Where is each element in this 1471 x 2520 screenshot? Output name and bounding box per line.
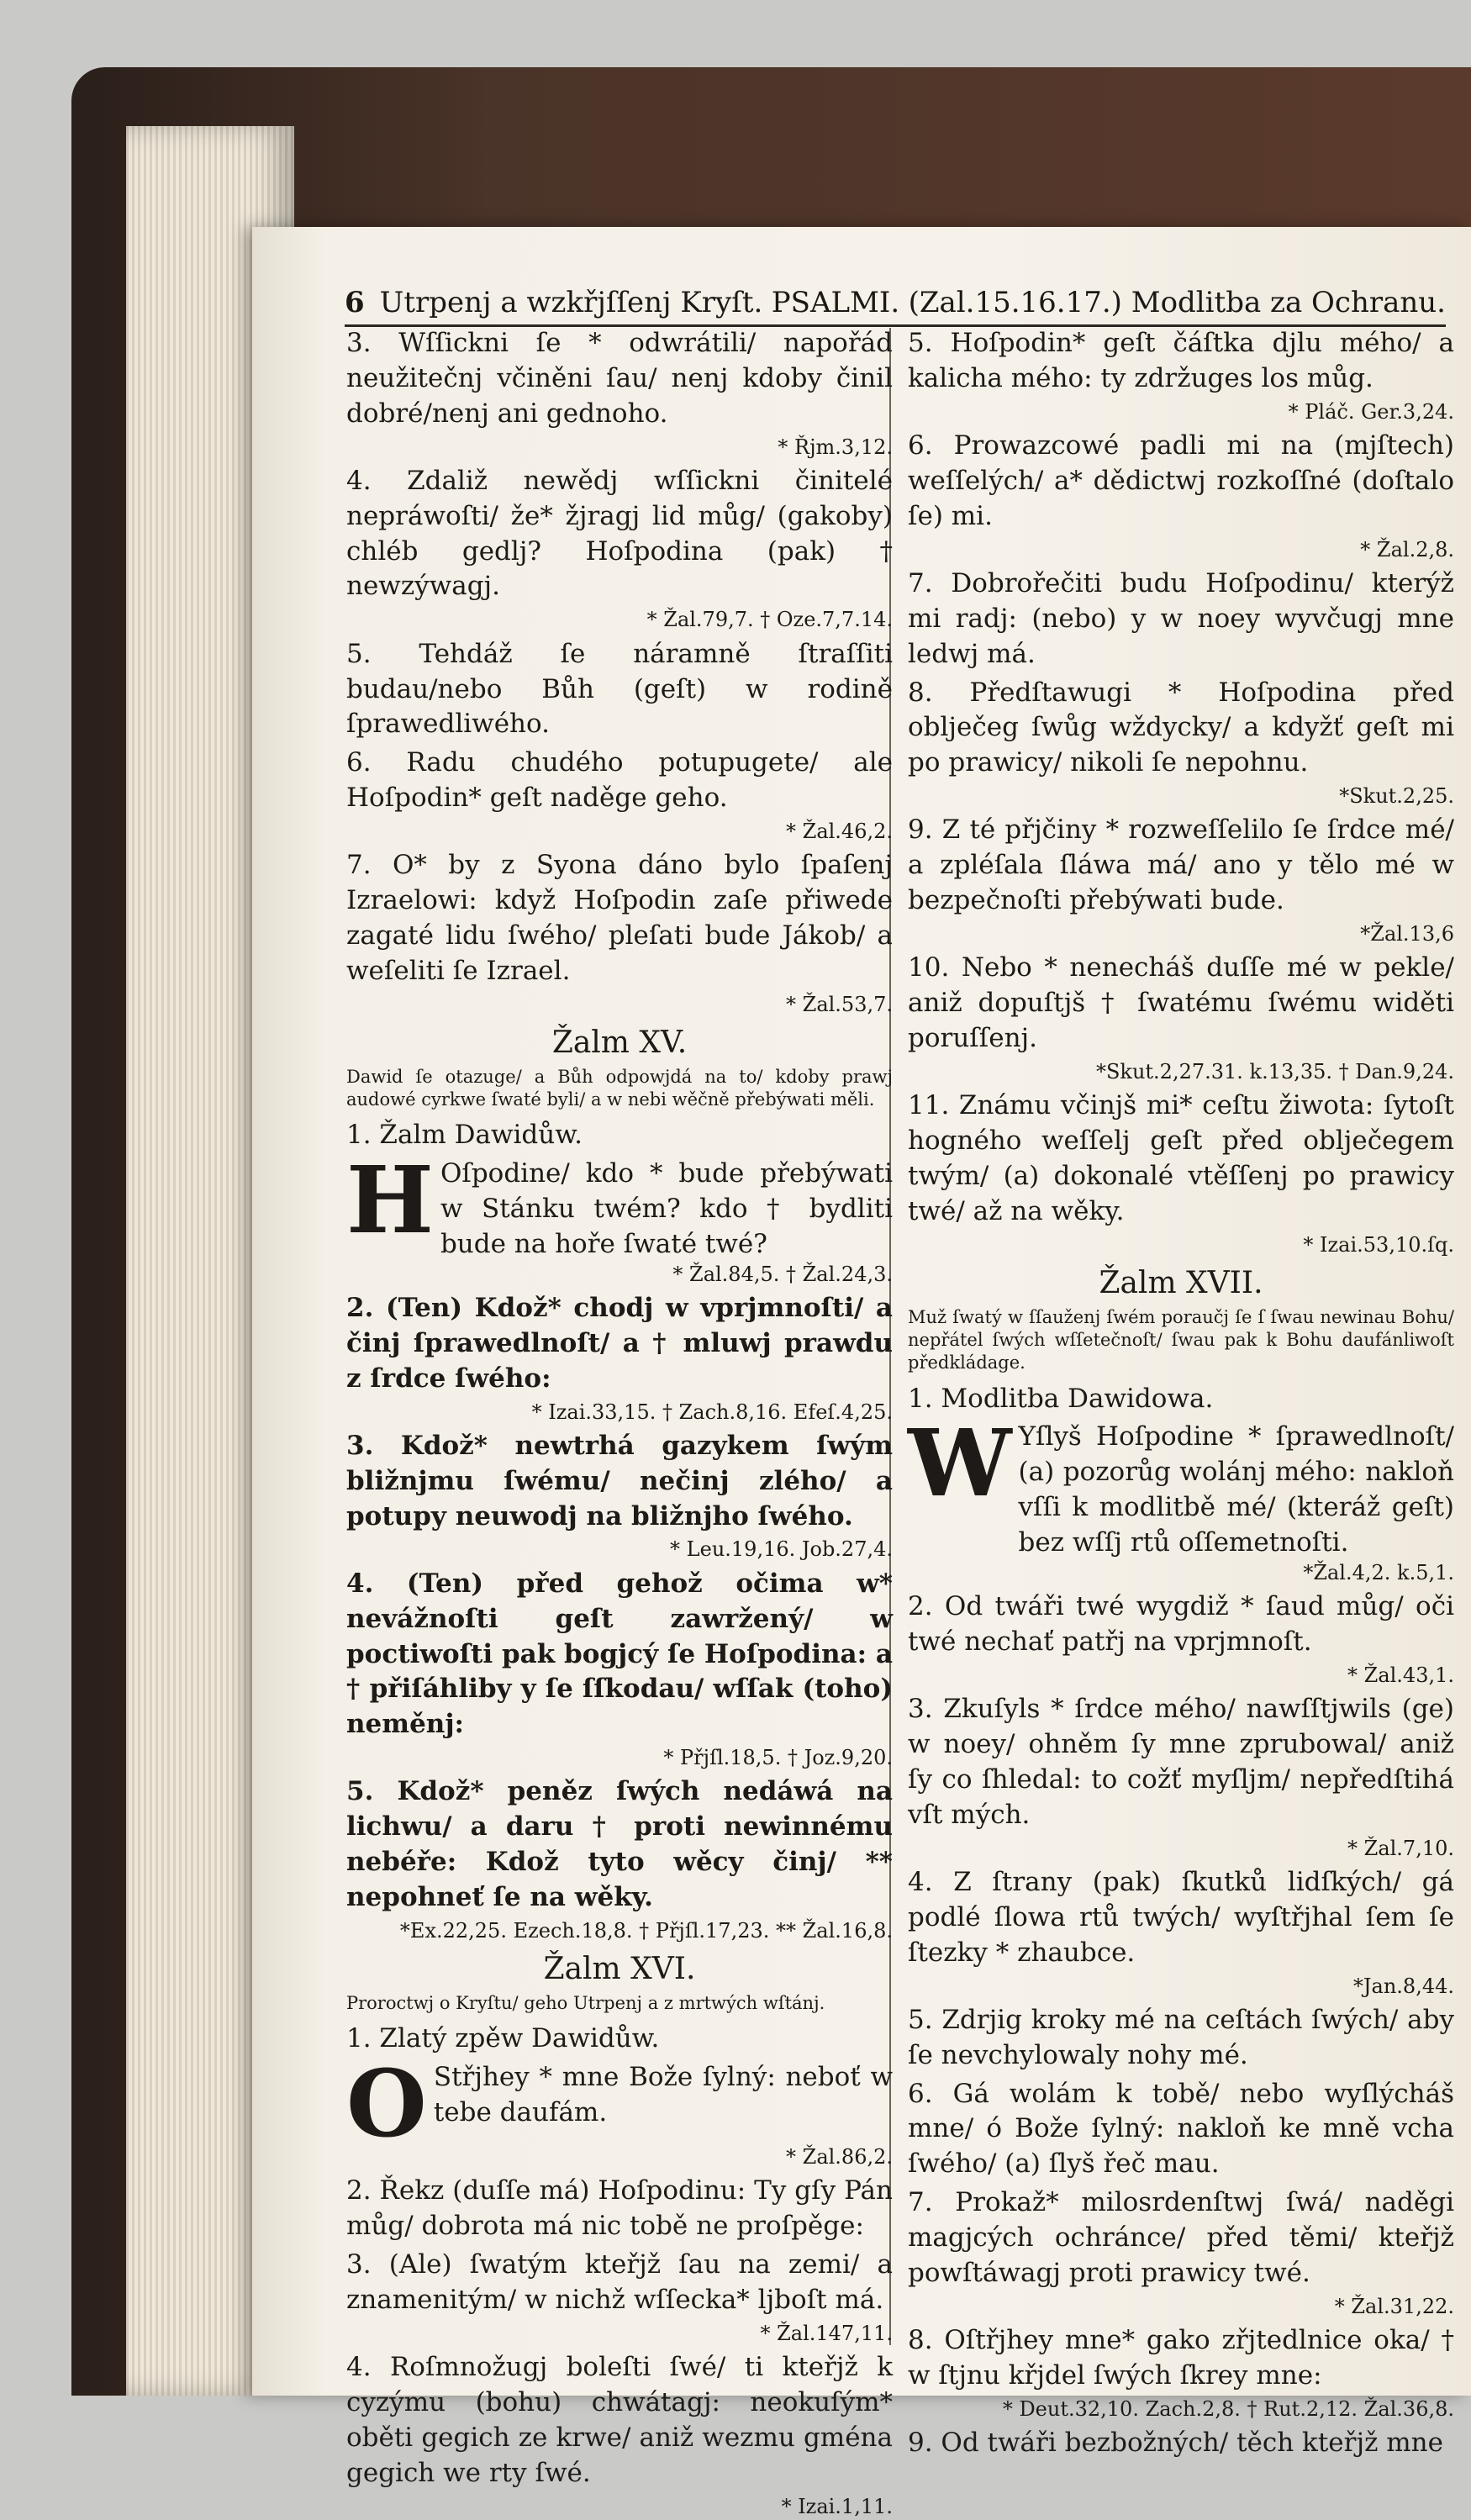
verse: 4. (Ten) před gehož očima w* nevážnoſti geſt zawržený/ w poctiwoſti pak bogjcý ſe Hoſpodina: a † přiſáhliby y ſe ſſkodau/ wſſak (toho) neměnj:: [346, 1568, 893, 1740]
verse: Střjhey * mne Bože ſylný: neboť w tebe daufám.: [433, 2061, 893, 2127]
verse: 3. Kdož* newtrhá gazykem ſwým bližnjmu ſwému/ nečinj zlého/ a potupy neuwodj na bližnjho ſwého.: [346, 1430, 893, 1532]
psalm-inscription: 1. Žalm Dawidůw.: [346, 1120, 583, 1151]
opening-verse: [346, 1146, 893, 1263]
cross-reference: * Žal.147,11.: [760, 2321, 893, 2345]
verse: 7. O* by z Syona dáno bylo ſpaſenj Izraelowi: když Hoſpodin zaſe přiwede zagaté lidu ſwého/ pleſati bude Jákob/ a weſeliti ſe Izrael.: [346, 850, 893, 986]
cross-reference: * Žal.46,2.: [786, 819, 893, 843]
cross-reference: *Skut.2,25.: [1339, 784, 1454, 809]
verse: 9. Z té přjčiny * rozweſſelilo ſe ſrdce mé/ a zpléſala ſláwa má/ ano y tělo mé w bezpečnoſti přebýwati bude.: [908, 815, 1454, 916]
verse: 3. (Ale) ſwatým kteřjž ſau na zemi/ a znamenitým/ w nichž wſſecka* ljboſt má.: [346, 2249, 893, 2315]
cross-reference: * Přjſl.18,5. † Joz.9,20.: [663, 1746, 893, 1770]
cross-reference: * Řjm.3,12.: [778, 435, 893, 459]
cross-reference: * Žal.79,7. † Oze.7,7.14.: [646, 608, 893, 632]
cross-reference: * Žal.43,1.: [1347, 1663, 1454, 1687]
right-column: [908, 326, 1454, 2459]
verse-block: [346, 326, 893, 1018]
cross-reference: * Izai.1,11.: [781, 2494, 893, 2518]
psalm-summary: Muž ſwatý w ſſauženj ſwém poraučj ſe ſ ſwau newinau Bohu/ nepřátel ſwých wſſetečnoſt/ ſwau pak k Bohu daufánliwoſt předkládage.: [908, 1306, 1454, 1373]
verse: 8. Oſtřjhey mne* gako zřjtedlnice oka/ † w ſtjnu křjdel ſwých ſkrey mne:: [908, 2325, 1454, 2391]
cross-reference: * Deut.32,10. Zach.2,8. † Rut.2,12. Žal.36,8.: [1002, 2396, 1454, 2421]
verse: Yſlyš Hoſpodine * ſprawedlnoſt/ (a) pozorůg wolánj mého: nakloň vſſi k modlitbě mé/ (kteráž geſt) bez wſſj rtů oſſemetnoſti.: [1018, 1421, 1454, 1558]
psalm-title: Žalm XVII.: [1099, 1266, 1263, 1301]
psalm-summary: Dawid ſe otazuge/ a Bůh odpowjdá na to/ kdoby prawj audowé cyrkwe ſwaté byli/ a w nebi wěčně přebýwati měli.: [346, 1066, 893, 1110]
cross-reference: *Skut.2,27.31. k.13,35. † Dan.9,24.: [1095, 1059, 1454, 1083]
drop-cap: H: [346, 1146, 434, 1255]
page-number: 6: [345, 286, 365, 319]
cross-reference: * Žal.86,2.: [786, 2144, 893, 2169]
opening-verse: [908, 1409, 1454, 1560]
cross-reference: * Leu.19,16. Job.27,4.: [670, 1537, 893, 1562]
verse: 11. Známu včinjš mi* ceſtu žiwota: ſytoſt hogného weſſelj geſt před oblječegem twým/ (a) dokonalé vtěſſenj po prawicy twé/ až na wěky.: [908, 1090, 1454, 1226]
verse: Oſpodine/ kdo * bude přebýwati w Stánku twém? kdo † bydliti bude na hoře ſwaté twé?: [440, 1158, 893, 1259]
cross-reference: * Izai.33,15. † Zach.8,16. Efeſ.4,25.: [531, 1400, 893, 1424]
left-column: [346, 326, 893, 2518]
cross-reference: *Jan.8,44.: [1352, 1974, 1454, 1998]
cross-reference: *Žal.13,6: [1360, 921, 1454, 946]
drop-cap: W: [908, 1409, 1012, 1518]
verse: 4. Roſmnožugj boleſti ſwé/ ti kteřjž k cyzýmu (bohu) chwátagj: neokuſým* oběti gegich ze krwe/ aniž wezmu gména gegich we rty ſwé.: [346, 2352, 893, 2488]
verse: 10. Nebo * nenecháš duſſe mé w pekle/ aniž dopuſtjš † ſwatému ſwému widěti poruſſenj.: [908, 952, 1454, 1054]
psalm-inscription: 1. Modlitba Dawidowa.: [908, 1383, 1214, 1414]
psalm-summary: Proroctwj o Kryſtu/ geho Utrpenj a z mrtwých wſtánj.: [346, 1992, 825, 2013]
verse: 9. Od twáři bezbožných/ těch kteřjž mne: [908, 2428, 1443, 2459]
verse: 4. Zdaliž newědj wſſickni činitelé nepráwoſti/ že* žjragj lid můg/ (gakoby) chléb gedlj? Hoſpodina (pak) † newzýwagj.: [346, 465, 893, 602]
cross-reference: * Žal.7,10.: [1347, 1836, 1454, 1860]
cross-reference: *Ex.22,25. Ezech.18,8. † Přjſl.17,23. ** Žal.16,8.: [399, 1918, 893, 1943]
verse: 3. Wſſickni ſe * odwrátili/ napořád neužitečnj včiněni ſau/ nenj kdoby činil dobré/nenj ani gednoho.: [346, 328, 893, 429]
verse: 6. Prowazcowé padli mi na (mjſtech) weſſelých/ a* dědictwj rozkoſſné (doſtalo ſe) mi.: [908, 430, 1454, 531]
cross-reference: * Pláč. Ger.3,24.: [1288, 399, 1454, 424]
verse: 5. Hoſpodin* geſt čáſtka djlu mého/ a kalicha mého: ty zdržuges los můg.: [908, 328, 1454, 393]
verse: 5. Kdož* peněz ſwých nedáwá na lichwu/ a daru † proti newinnému nebéře: Kdož tyto wěcy činj/ ** nepohneť ſe na wěky.: [346, 1776, 893, 1912]
verse: 2. Od twáři twé wygdiž * ſaud můg/ oči twé nechať patřj na vprjmnoſt.: [908, 1591, 1454, 1657]
psalm-inscription: 1. Zlatý zpěw Dawidůw.: [346, 2023, 660, 2054]
psalm-title: Žalm XVI.: [543, 1952, 696, 1987]
book-page: [252, 227, 1471, 2518]
header-left: [345, 286, 762, 319]
verse: 5. Zdrjig kroky mé na ceſtách ſwých/ aby ſe nevchylowaly nohy mé.: [908, 2004, 1454, 2070]
drop-cap: O: [346, 2048, 427, 2158]
verse: 6. Radu chudého potupugete/ ale Hoſpodin* geſt naděge geho.: [346, 747, 893, 814]
cross-reference: * Žal.84,5. † Žal.24,3.: [672, 1262, 893, 1286]
verse: 5. Tehdáž ſe náramně ſtraſſiti budau/nebo Bůh (geſt) w rodině ſprawedliwého.: [346, 638, 893, 740]
verse: 2. Řekz (duſſe má) Hoſpodinu: Ty gſy Pán můg/ dobrota má nic tobě ne proſpěge:: [346, 2175, 893, 2242]
verse: 4. Z ſtrany (pak) ſkutků lidſkých/ gá podlé ſlowa rtů twých/ wyſtřjhal ſem ſe ſtezky * zhaubce.: [908, 1867, 1454, 1968]
header-section: PSALMI.: [771, 286, 900, 319]
cross-reference: *Žal.4,2. k.5,1.: [1303, 1560, 1454, 1584]
verse: 7. Prokaž* milosrdenſtwj ſwá/ naděgi magjcých ochránce/ před těmi/ kteřjž powſtáwagj proti prawicy twé.: [908, 2187, 1454, 2288]
running-header: [345, 269, 1446, 327]
cross-reference: * Žal.2,8.: [1360, 537, 1454, 561]
header-right-title: (Zal.15.16.17.) Modlitba za Ochranu.: [908, 286, 1446, 319]
header-left-title: Utrpenj a wzkřjſſenj Kryſt.: [379, 286, 763, 319]
verse: 3. Zkuſyls * ſrdce mého/ nawſſtjwils (ge) w noey/ ohněm ſy mne zprubowal/ aniž ſy co ſhledal: to cožť myſljm/ nepředſtihá vſt mých.: [908, 1694, 1454, 1830]
cross-reference: * Žal.53,7.: [786, 992, 893, 1016]
cross-reference: * Izai.53,10.ſq.: [1303, 1232, 1454, 1257]
verse: 8. Předſtawugi * Hoſpodina před oblječeg ſwůg wždycky/ a kdyžť geſt mi po prawicy/ nikoli ſe nepohnu.: [908, 677, 1454, 778]
psalm-title: Žalm XV.: [551, 1025, 688, 1061]
verse: 6. Gá wolám k tobě/ nebo wyſlýcháš mne/ ó Bože ſylný: nakloň ke mně vcha ſwého/ (a) ſlyš řeč mau.: [908, 2078, 1454, 2180]
verse: 7. Dobrořečiti budu Hoſpodinu/ kterýž mi radj: (nebo) y w noey wyvčugj mne ledwj má.: [908, 568, 1454, 669]
verse: 2. (Ten) Kdož* chodj w vprjmnoſti/ a činj ſprawedlnoſt/ a † mluwj prawdu z ſrdce ſwého:: [346, 1293, 893, 1394]
cross-reference: * Žal.31,22.: [1334, 2294, 1454, 2318]
